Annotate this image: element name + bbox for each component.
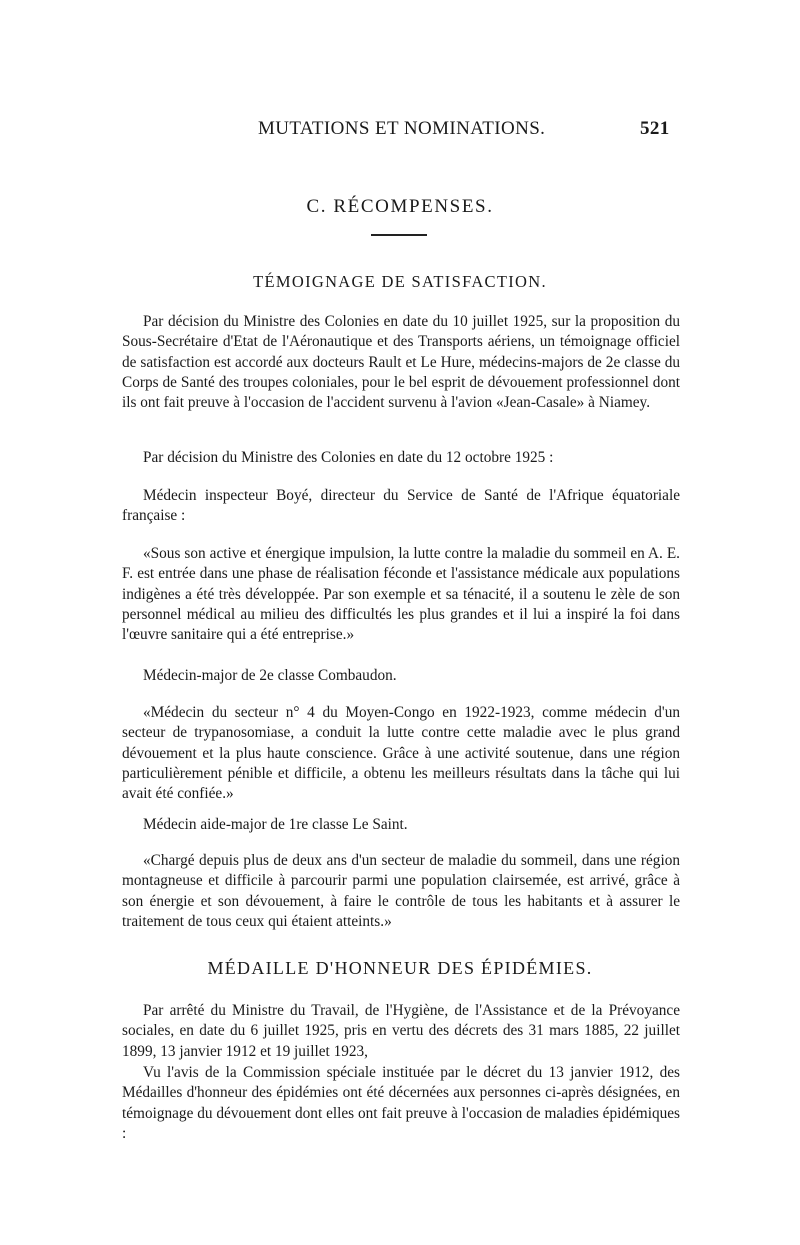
section-title: C. RÉCOMPENSES.: [306, 196, 494, 217]
page-number: 521: [640, 118, 670, 139]
paragraph-decision-octobre: Par décision du Ministre des Colonies en date du 12 octobre 1925 :: [143, 449, 554, 466]
citation-boye: «Sous son active et énergique impulsion, la lutte contre la maladie du sommeil en A. E. F. est entrée dans une phase de réalisation féconde et l'assistance médicale aux populations indigènes a été très développée. Par son exemple et sa ténacité, il a soutenu le zèle de son personnel médical au milieu des difficultés les plus grandes et il lui a inspiré la foi dans l'œuvre sanitaire qui a été entreprise.»: [122, 545, 680, 644]
section-divider: [371, 234, 427, 236]
heading-temoignage: TÉMOIGNAGE DE SATISFACTION.: [253, 272, 547, 291]
heading-medaille: MÉDAILLE D'HONNEUR DES ÉPIDÉMIES.: [207, 958, 593, 978]
citation-combaudon: «Médecin du secteur n° 4 du Moyen-Congo en 1922-1923, comme médecin d'un secteur de trypanosomiase, a conduit la lutte contre cette maladie avec le plus grand dévouement et la plus haute conscience. Grâce à une activité soutenue, dans une région particulièrement pénible et difficile, a obtenu les meilleurs résultats dans la tâche qui lui avait été confiée.»: [122, 704, 680, 803]
paragraph-commission: Vu l'avis de la Commission spéciale instituée par le décret du 13 janvier 1912, des Médailles d'honneur des épidémies ont été décernées aux personnes ci-après désignées, en témoignage du dévouement dont elles ont fait preuve à l'occasion de maladies épidémiques :: [122, 1064, 680, 1142]
paragraph-arrete: Par arrêté du Ministre du Travail, de l'Hygiène, de l'Assistance et de la Prévoyance sociales, en date du 6 juillet 1925, pris en vertu des décrets des 31 mars 1885, 22 juillet 1899, 13 janvier 1912 et 19 juillet 1923,: [122, 1002, 680, 1060]
paragraph-combaudon: Médecin-major de 2e classe Combaudon.: [143, 667, 397, 684]
paragraph-decision-juillet: Par décision du Ministre des Colonies en date du 10 juillet 1925, sur la proposition du Sous-Secrétaire d'Etat de l'Aéronautique et des Transports aériens, un témoignage officiel de satisfaction est accordé aux docteurs Rault et Le Hure, médecins-majors de 2e classe du Corps de Santé des troupes coloniales, pour le bel esprit de dévouement professionnel dont ils ont fait preuve à l'occasion de l'accident survenu à l'avion «Jean-Casale» à Niamey.: [122, 313, 680, 412]
paragraph-le-saint: Médecin aide-major de 1re classe Le Saint.: [143, 816, 408, 833]
citation-le-saint: «Chargé depuis plus de deux ans d'un secteur de maladie du sommeil, dans une région montagneuse et difficile à parcourir parmi une population clairsemée, est arrivé, grâce à son énergie et son dévouement, à faire le contrôle de tous les habitants et à assurer le traitement de tous ceux qui étaient atteints.»: [122, 852, 680, 930]
paragraph-boye: Médecin inspecteur Boyé, directeur du Service de Santé de l'Afrique équatoriale française :: [122, 487, 680, 525]
running-head-title: MUTATIONS ET NOMINATIONS.: [258, 118, 546, 139]
running-head: [0, 118, 800, 148]
